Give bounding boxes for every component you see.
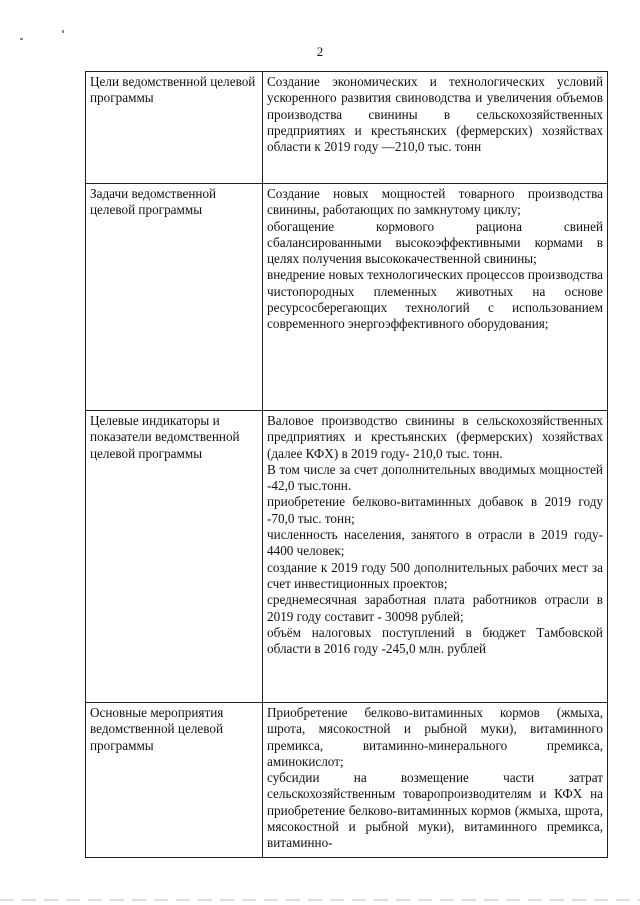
- content-paragraph: В том числе за счет дополнительных вводимых мощностей -42,0 тыс.тонн.: [267, 461, 603, 494]
- row-label: Задачи ведомственной целевой программы: [86, 184, 263, 411]
- row-content: [263, 184, 608, 411]
- row-content: [263, 72, 608, 184]
- content-paragraph: Создание экономических и технологических условий ускоренного развития свиноводства и увеличения объемов производства свинины в сельскохозяйственных предприятиях и крестьянских (фермерских) хозяйствах области к 2019 году —210,0 тыс. тонн: [267, 74, 603, 155]
- content-paragraph: создание к 2019 году 500 дополнительных рабочих мест за счет инвестиционных проектов;: [267, 559, 603, 591]
- scan-artifact-mark: [62, 30, 64, 33]
- table-row: [86, 184, 608, 411]
- row-label: Целевые индикаторы и показатели ведомственной целевой программы: [86, 411, 263, 703]
- content-paragraph: объём налоговых поступлений в бюджет Тамбовской области в 2016 году -245,0 млн. рублей: [267, 624, 603, 657]
- content-paragraph: Приобретение белково-витаминных кормов (жмыха, шрота, мясокостной и рыбной муки), витаминного премикса, витаминно-минерального премикса, аминокислот;: [267, 705, 603, 769]
- scan-artifact-mark: [20, 38, 23, 40]
- row-content: [263, 411, 608, 703]
- content-paragraph: обогащение кормового рациона свиней сбалансированными высокоэффективными кормами в целях получения высококачественной свинины;: [267, 218, 603, 267]
- program-passport-table: [85, 71, 608, 858]
- row-label: Цели ведомственной целевой программы: [86, 72, 263, 184]
- content-paragraph: Создание новых мощностей товарного производства свинины, работающих по замкнутому циклу;: [267, 186, 603, 218]
- content-paragraph: численность населения, занятого в отрасли в 2019 году- 4400 человек;: [267, 527, 603, 559]
- content-paragraph: субсидии на возмещение части затрат сельскохозяйственным товаропроизводителям и КФХ на приобретение белково-витаминных кормов (жмыха, шрота, мясокостной и рыбной муки), витаминного премикса, витаминно-: [267, 770, 603, 851]
- table-row: [86, 72, 608, 184]
- content-paragraph: внедрение новых технологических процессов производства чистопородных племенных животных на основе ресурсосберегающих технологий с использованием современного энергоэффективного оборудования;: [267, 267, 603, 332]
- content-paragraph: среднемесячная заработная плата работников отрасли в 2019 году составит - 30098 рублей;: [267, 592, 603, 624]
- scan-bottom-edge: [0, 899, 640, 901]
- table-row: [86, 411, 608, 703]
- page-number: 2: [316, 44, 324, 59]
- content-paragraph: приобретение белково-витаминных добавок в 2019 году -70,0 тыс. тонн;: [267, 494, 603, 526]
- content-paragraph: Валовое производство свинины в сельскохозяйственных предприятиях и крестьянских (фермерских) хозяйствах (далее КФХ) в 2019 году- 210,0 тыс. тонн.: [267, 413, 603, 461]
- row-label: Основные мероприятия ведомственной целевой программы: [86, 703, 263, 858]
- row-content: [263, 703, 608, 858]
- table-row: [86, 703, 608, 858]
